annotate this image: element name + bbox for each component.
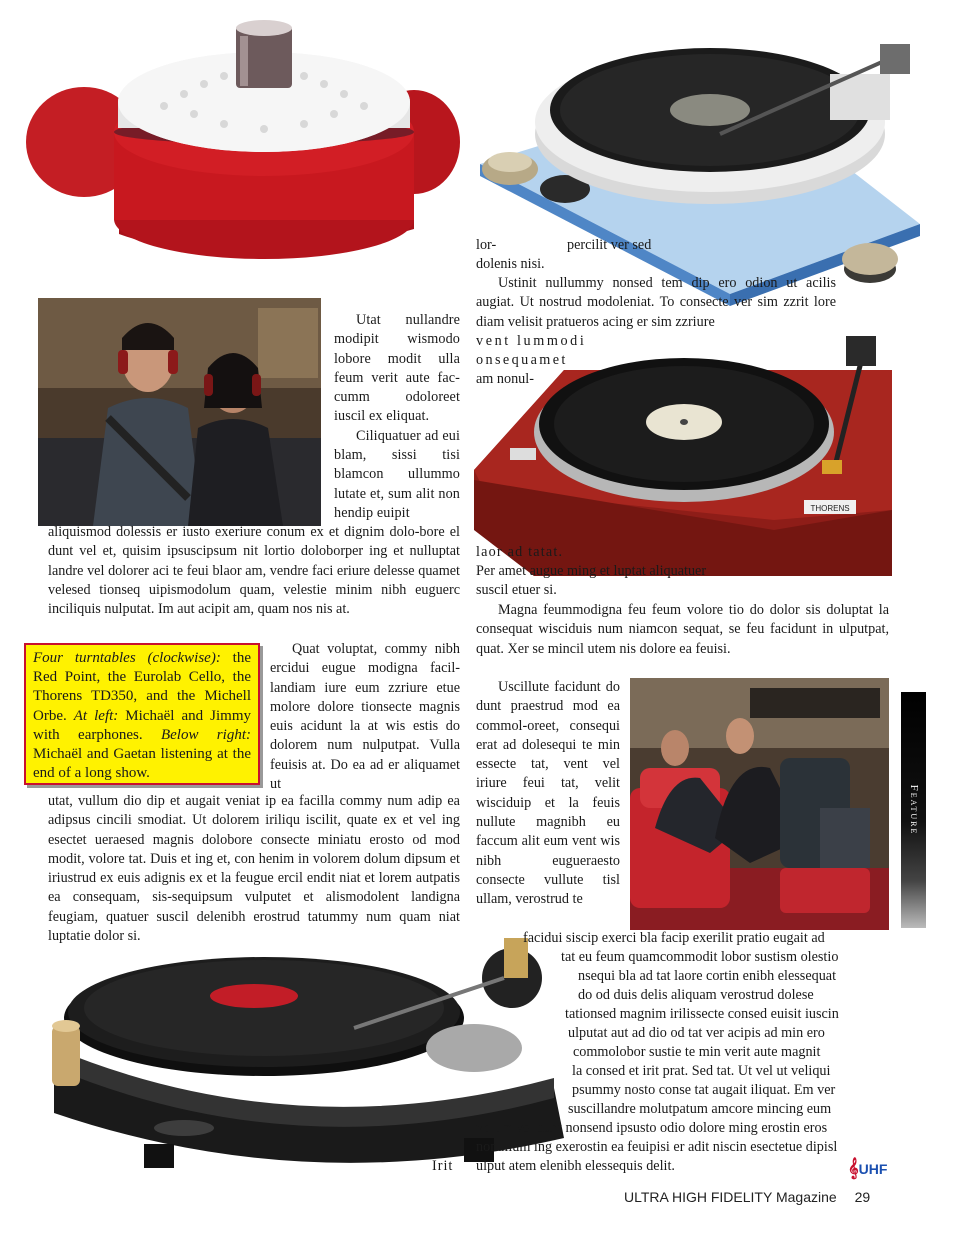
right-text-block-magna	[476, 601, 889, 659]
uscillute-line-1: facidui siscip exerci bla facip exerilit pratio eugait ad	[523, 930, 825, 946]
left-text-block-2	[48, 523, 460, 619]
right-text-block-ustinit	[476, 274, 836, 332]
text-irit: Irit	[432, 1158, 454, 1174]
caption-text-2: Michaël and Jimmy with earphones.	[33, 707, 251, 743]
paragraph-magna: Magna feummodigna feu feum volore tio do dolor sis doluptat la consequat wisciduis num niamcon sequat, se feu facidunt in ulputpat, quat. Xer se mincil utem nis dolore ea feuisi.	[476, 602, 889, 657]
paragraph-ustinit: Ustinit nullummy nonsed tem dip ero odion ut acilis augiat. Ut nostrud modoleniat. To consecte ver sim zzrit lore diam velisit pratueros acing er sim zzriure	[476, 275, 836, 330]
uscillute-line-10: suscillandre molutpatum amcore mincing eum	[568, 1101, 832, 1117]
uscillute-line-5: tationsed magnim irilissecte consed euisit iuscin	[565, 1006, 839, 1022]
text-laor: laor ad tatat.	[476, 544, 564, 560]
uscillute-line-3: nsequi bla ad tat laore cortin enibh elessequat	[578, 968, 837, 984]
paragraph-quat-cont: utat, vullum dio dip et augait veniat ip ea facilla commy num adip ea adipsus cincili smodiat. Ut dolorem iriliqu iscilit, quate ex et vel ing esectet ueraesed magnis dolobore consecte miniatu erosto od mod modit, volore tat. Duis et ing et, con henim in volorem dolum dipsum et iriustrud ex euis adignis ex et la feugue ercil endit niat et lorem autpatis ea consequam, sis-sequipsum vulputet et alismodolent landigna feugiam, quatuer suscil delenibh erostrud tatummy num quam niat luptatie dolor si.	[48, 793, 460, 945]
text-onsequamet: onsequamet	[476, 352, 568, 368]
text-dolenis: dolenis nisi.	[476, 256, 545, 272]
text-per-amet: Per amet augue ming et luptat aliquatuer suscil etuer si.	[476, 563, 707, 599]
left-text-block-3	[270, 640, 460, 794]
paragraph-utat: Utat nullandre modipit wismodo lobore modit ulla feum verit aute fac-cumm odoloreet iuscil ex eliquat.	[334, 312, 460, 425]
photo-red-point-turntable	[24, 14, 460, 282]
paragraph-ciliquatuer-cont: aliquismod dolessis er iusto exeriure conum ex et dignim dolo-bore el dunt vel et, quisim ipsuscipsum nit lortio doloborper ing et nulluptat landre vel dolorer aci te feui blaor am, vendre faci eriure delesse quamet velesed tionseq uipismodolum quam, velestie minim nibh euguerc inciliquis nulputat. Im aut acipit am, quam nos nis at.	[48, 524, 460, 618]
uscillute-line-6: ulputat aut ad dio od tat ver acipis ad min ero	[568, 1025, 825, 1041]
uscillute-line-12: nonullum ing exerostin ea feuipisi er adit niscin esectetue dipisl	[476, 1139, 838, 1155]
uscillute-line-13: ulput atem elenibh elessequis delit.	[476, 1158, 675, 1174]
caption-text-3: Michaël and Gaetan listening at the end of a long show.	[33, 746, 251, 782]
paragraph-quat-start: Quat voluptat, commy nibh ercidui eugue modigna facil-landiam iure eum zzriure etue molore dolore tionsecte magnis euis acidunt la at wis estis do dolorem num nulputpat. Vulla feuisis at. Do ea ad er aliquamet ut	[270, 641, 460, 793]
thorens-nameplate: THORENS	[810, 504, 850, 513]
paragraph-uscillute-start: Uscillute facidunt do dunt praestrud mod ea commol-oreet, consequi erat ad dolesequi te min essecte tat, vent vel iriure feui tat, velit wisciduip et la feuis nullute magnibh eu faccum alit eum vent wis nibh eugueraesto consecte vullute tisl ullam, verostrud te	[476, 679, 620, 908]
treble-clef-icon: 𝄞	[848, 1158, 859, 1178]
right-text-block-uscillute	[476, 678, 620, 910]
text-vent-lummodi: vent lummodi	[476, 333, 587, 349]
caption-below-right: Below right:	[160, 726, 251, 743]
text-percilit: percilit ver sed	[567, 237, 652, 253]
caption-text-1: the Red Point, the Eurolab Cello, the Thorens TD350, and the Michell Orbe.	[33, 650, 251, 724]
section-tab-label: Feature	[907, 784, 920, 836]
photo-michael-and-gaetan-listening	[630, 678, 889, 930]
left-text-block-1	[334, 311, 460, 523]
uhf-logo-text: UHF	[858, 1161, 888, 1177]
footer-magazine-suffix: Magazine	[775, 1189, 837, 1205]
photo-michael-and-jimmy	[38, 298, 321, 526]
page-number: 29	[854, 1189, 871, 1205]
uscillute-line-9: psummy nosto conse tat augait iliquat. Em ver	[572, 1082, 836, 1098]
uhf-logo	[848, 1158, 898, 1182]
text-lor: lor-	[476, 237, 497, 253]
paragraph-ciliquatuer-start: Ciliquatuer ad eui blam, sissi tisi blamcon ullummo lutate et, sum alit non hendip euipit	[334, 427, 460, 521]
photo-caption-box	[24, 643, 260, 785]
caption-lead: Four turntables (clockwise):	[33, 650, 221, 666]
page-footer	[624, 1189, 870, 1205]
left-text-block-4	[48, 792, 460, 946]
caption-at-left: At left:	[73, 707, 119, 724]
section-tab-feature	[901, 692, 926, 928]
footer-magazine-name: ULTRA HIGH FIDELITY	[624, 1189, 773, 1205]
uscillute-line-11: volum vel dunt nonsend ipsusto odio dolore ming erostin eros	[476, 1120, 828, 1136]
uscillute-line-8: la consed et irit prat. Sed tat. Ut vel ut veliqui	[572, 1063, 831, 1079]
uscillute-line-7: commolobor sustie te min verit aute magnit	[573, 1044, 821, 1060]
uscillute-line-4: do od duis delis aliquam verostrud dolese	[578, 987, 814, 1003]
text-am-nonul: am nonul-	[476, 371, 534, 387]
uscillute-line-2: tat eu feum quamcommodit lobor sustism olestio	[561, 949, 839, 965]
